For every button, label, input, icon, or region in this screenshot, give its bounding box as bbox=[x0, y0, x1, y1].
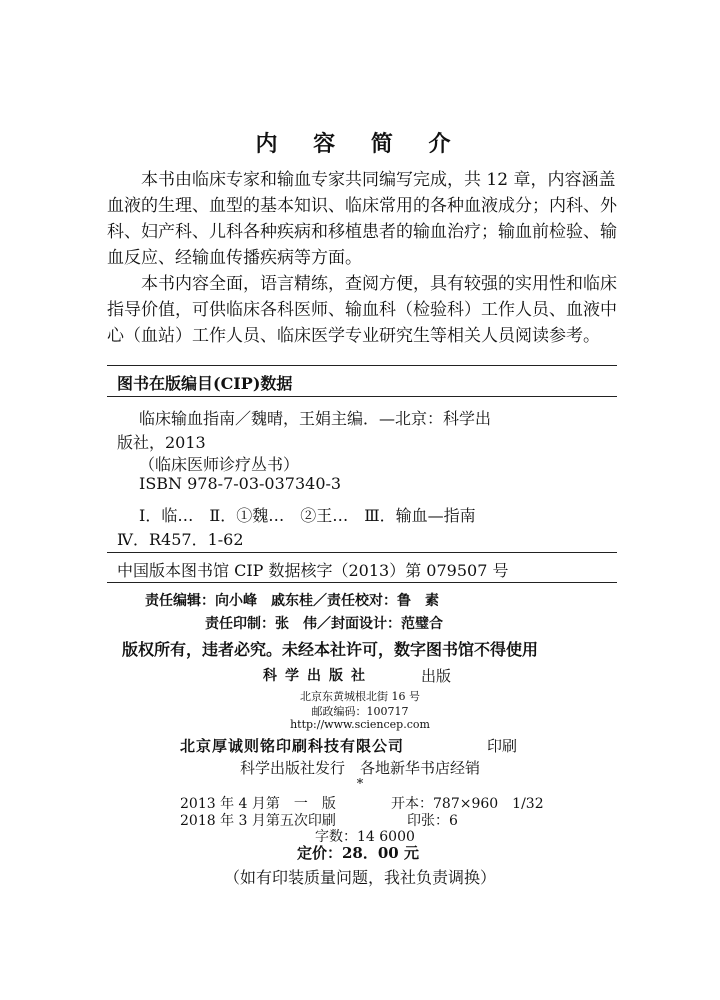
reprint-line: 2018 年 3 月第五次印刷 bbox=[180, 813, 336, 829]
credits-printing: 责任印制：张 伟／封面设计：范璧合 bbox=[205, 616, 443, 632]
quality-notice: （如有印装质量问题，我社负责调换） bbox=[223, 868, 496, 887]
publisher-name: 科学出版社 bbox=[263, 668, 373, 684]
sheets-line: 印张：6 bbox=[407, 813, 458, 829]
cip-mid-rule bbox=[107, 552, 617, 553]
separator-star: * bbox=[356, 777, 364, 792]
intro-paragraph-2: 本书内容全面，语言精练，查阅方便，具有较强的实用性和临床指导价值，可供临床各科医师、输血科（检验科）工作人员、血液中心（血站）工作人员、临床医学专业研究生等相关人员阅读参考。 bbox=[107, 274, 617, 346]
copyright-notice: 版权所有，违者必究。未经本社许可，数字图书馆不得使用 bbox=[122, 640, 539, 659]
cip-line-5: Ⅰ．临… Ⅱ．①魏… ②王… Ⅲ．输血—指南 bbox=[139, 506, 476, 525]
edition-line: 2013 年 4 月第 一 版 bbox=[180, 796, 336, 812]
publisher-postcode: 邮政编码：100717 bbox=[311, 705, 409, 718]
cip-heading: 图书在版编目(CIP)数据 bbox=[117, 374, 293, 393]
publisher-url: http://www.sciencep.com bbox=[290, 718, 430, 731]
cip-line-2: 版社，2013 bbox=[117, 433, 206, 452]
section-title: 内 容 简 介 bbox=[255, 131, 465, 157]
word-count: 字数：14 6000 bbox=[315, 829, 415, 845]
printer-name: 北京厚诚则铭印刷科技有限公司 bbox=[180, 737, 405, 755]
printer-action: 印刷 bbox=[487, 737, 518, 755]
cip-heading-rule bbox=[107, 396, 617, 397]
publisher-action: 出版 bbox=[421, 667, 452, 685]
publisher-address: 北京东黄城根北街 16 号 bbox=[300, 690, 420, 703]
cip-line-3: （临床医师诊疗丛书） bbox=[139, 455, 300, 474]
top-rule bbox=[107, 365, 617, 366]
format-line: 开本：787×960 1/32 bbox=[391, 796, 544, 812]
cip-bottom-rule bbox=[107, 582, 617, 583]
intro-paragraph-1: 本书由临床专家和输血专家共同编写完成，共 12 章，内容涵盖血液的生理、血型的基本知识、临床常用的各种血液成分；内科、外科、妇产科、儿科各种疾病和移植患者的输血治疗；输血前检验、输血反应、经输血传播疾病等方面。 bbox=[107, 170, 617, 268]
cip-record: 中国版本图书馆 CIP 数据核字（2013）第 079507 号 bbox=[117, 561, 509, 580]
cip-line-1: 临床输血指南／魏晴，王娟主编．—北京：科学出 bbox=[139, 409, 492, 428]
cip-line-4: ISBN 978-7-03-037340-3 bbox=[139, 474, 342, 493]
distribution-line: 科学出版社发行 各地新华书店经销 bbox=[239, 759, 480, 777]
price: 定价：28．00 元 bbox=[297, 844, 419, 862]
cip-line-6: Ⅳ．R457．1-62 bbox=[117, 530, 244, 549]
credits-editors: 责任编辑：向小峰 戚东桂／责任校对：鲁 素 bbox=[145, 593, 439, 609]
